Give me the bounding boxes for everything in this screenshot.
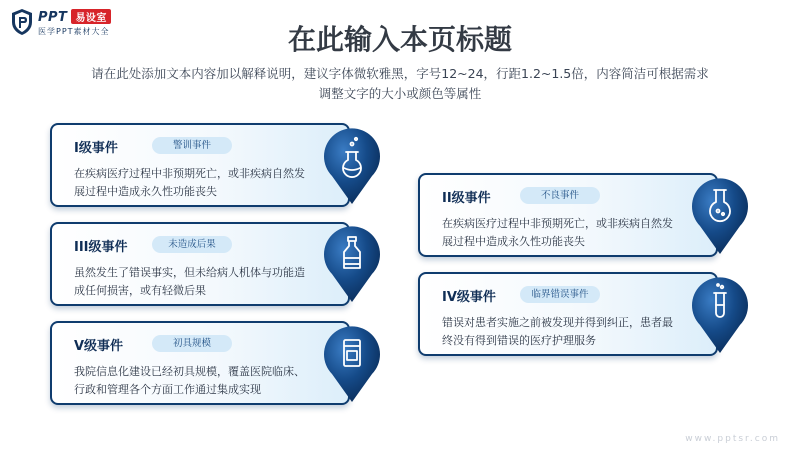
event-card-level-5 [50,321,350,405]
page-title: 在此输入本页标题 [287,23,512,56]
event-badge: 未造成后果 [152,236,232,253]
event-badge: 初具规模 [152,335,232,352]
event-description: 错误对患者实施之前被发现并得到纠正，患者最终没有得到错误的医疗护理服务 [442,316,673,347]
logo-tag: 易设室 [71,9,111,24]
round-flask-icon [322,126,382,206]
event-card-level-1 [50,123,350,207]
event-card-level-2 [418,173,718,257]
event-heading: V级事件 [74,339,124,354]
event-description: 虽然发生了错误事实，但未给病人机体与功能造成任何损害，或有轻微后果 [74,266,305,297]
event-heading: I级事件 [74,141,118,156]
event-card-level-4 [418,272,718,356]
logo-brand: PPT [38,10,68,25]
event-badge: 临界错误事件 [520,286,600,303]
event-badge: 警训事件 [152,137,232,154]
erlenmeyer-flask-icon [690,176,750,256]
logo-subtitle: 医学PPT素材大全 [38,27,110,36]
test-tube-icon [690,275,750,355]
event-description: 在疾病医疗过程中非预期死亡，或非疾病自然发展过程中造成永久性功能丧失 [442,217,673,248]
footer-watermark: www.pptsr.com [685,434,780,444]
event-description: 在疾病医疗过程中非预期死亡，或非疾病自然发展过程中造成永久性功能丧失 [74,167,305,198]
event-card-level-3 [50,222,350,306]
page-subtitle: 请在此处添加文本内容加以解释说明，建议字体微软雅黑，字号12~24，行距1.2~1.5倍，内容简洁可根据需求调整文字的大小或颜色等属性 [91,66,709,101]
event-description: 我院信息化建设已经初具规模，覆盖医院临床、行政和管理各个方面工作通过集成实现 [74,365,305,396]
event-badge: 不良事件 [520,187,600,204]
medicine-box-icon [322,324,382,404]
event-heading: III级事件 [74,240,128,255]
bottle-icon [322,224,382,304]
event-heading: II级事件 [442,191,491,206]
event-heading: IV级事件 [442,290,496,305]
